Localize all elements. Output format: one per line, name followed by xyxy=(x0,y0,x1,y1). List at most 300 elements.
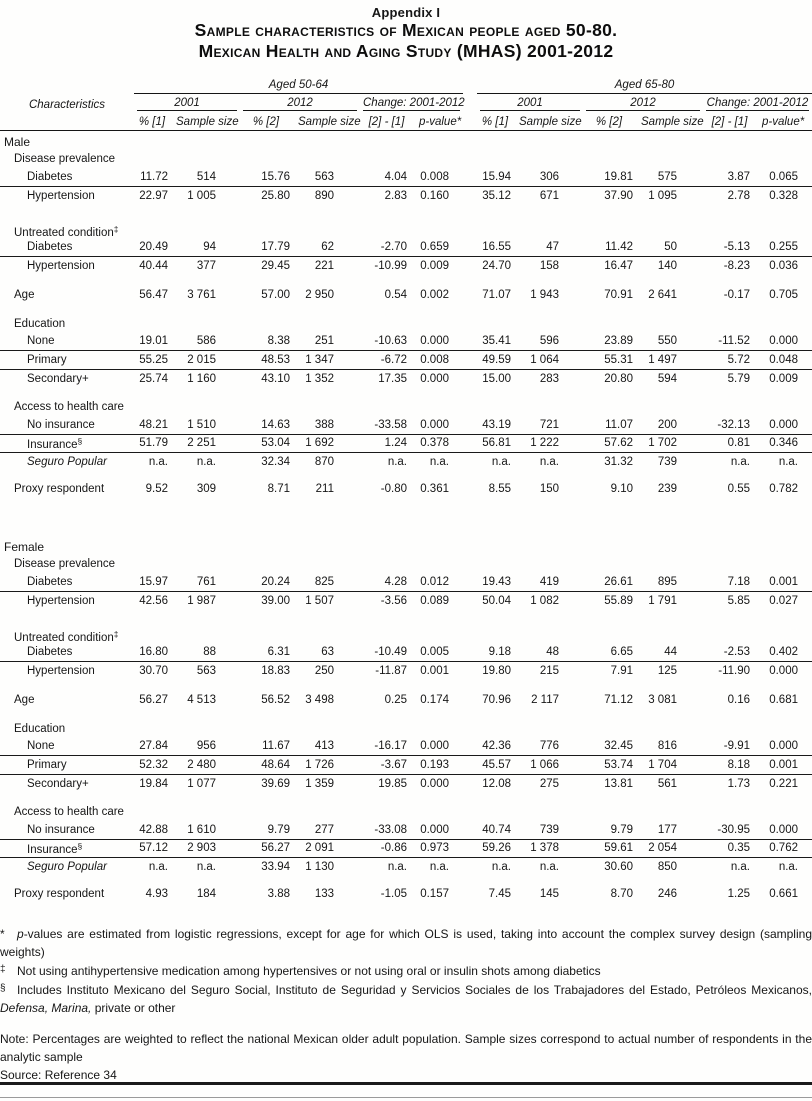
age-group-65-80-header: Aged 65-80 xyxy=(477,79,812,94)
samplesize-2001-cell: 88 xyxy=(203,645,216,658)
spacer xyxy=(0,472,812,480)
difference-cell: 2.78 xyxy=(727,189,750,202)
difference-cell: 1.25 xyxy=(727,887,750,900)
table-row xyxy=(0,286,812,305)
bottom-rule xyxy=(0,1082,812,1085)
samplesize-2012-cell: 890 xyxy=(314,189,334,202)
p-value-cell: 0.009 xyxy=(769,372,798,385)
samplesize-2012-cell: 1 497 xyxy=(648,353,677,366)
pct-2001-cell: 4.93 xyxy=(145,887,168,900)
spacer xyxy=(0,710,812,721)
pct-2001-cell: n.a. xyxy=(148,456,168,469)
pct-2012-cell: 55.31 xyxy=(604,353,633,366)
samplesize-2012-cell: 63 xyxy=(321,645,334,658)
group-heading: Untreated condition‡ xyxy=(14,224,119,239)
pct-2012-cell: 43.10 xyxy=(261,372,290,385)
row-label: Hypertension xyxy=(27,664,95,677)
samplesize-2001-cell: 1 222 xyxy=(530,437,559,450)
samplesize-2012-cell: 2 950 xyxy=(305,289,334,302)
source-line: Source: Reference 34 xyxy=(0,1068,117,1082)
samplesize-2012-cell: 2 091 xyxy=(305,842,334,855)
change-header: Change: 2001-2012 xyxy=(706,97,809,109)
difference-cell: -30.95 xyxy=(717,823,750,836)
pct-2001-cell: 11.72 xyxy=(140,170,168,183)
pct-2012-cell: 71.12 xyxy=(604,694,633,707)
footnotes xyxy=(0,925,812,1017)
difference-cell: 8.18 xyxy=(727,758,750,771)
pct-2001-cell: 48.21 xyxy=(139,418,168,431)
table-row xyxy=(0,257,812,276)
pct-2001-cell: 8.55 xyxy=(488,482,511,495)
difference-cell: -6.72 xyxy=(380,353,407,366)
row-label: No insurance xyxy=(27,823,95,836)
table-row xyxy=(0,351,812,370)
p-value-cell: n.a. xyxy=(429,861,449,874)
p-value-cell: 0.000 xyxy=(769,664,798,677)
samplesize-2001-cell: n.a. xyxy=(539,861,559,874)
difference-cell: n.a. xyxy=(387,456,407,469)
footnote-text: p xyxy=(17,927,24,941)
samplesize-2012-cell: 44 xyxy=(664,645,677,658)
p-value-cell: 0.001 xyxy=(420,664,449,677)
pct-2012-cell: 32.45 xyxy=(604,740,633,753)
p-value-cell: 0.221 xyxy=(769,777,798,790)
pct-2001-cell: 19.43 xyxy=(482,575,511,588)
pct-2012-cell: 9.79 xyxy=(267,823,290,836)
samplesize-2001-header: Sample size xyxy=(176,116,239,128)
table-note: Note: Percentages are weighted to reflect the national Mexican older adult population. Sample sizes correspond to actual number of respondents in the analytic sample xyxy=(0,1032,812,1064)
samplesize-2012-cell: 1 791 xyxy=(648,594,677,607)
samplesize-2012-cell: 1 095 xyxy=(648,189,677,202)
row-label: Proxy respondent xyxy=(14,482,105,495)
table-row xyxy=(0,370,812,389)
samplesize-2012-cell: 850 xyxy=(657,861,677,874)
p-value-cell: 0.681 xyxy=(769,694,798,707)
samplesize-2001-cell: 275 xyxy=(539,777,559,790)
p-value-cell: 0.008 xyxy=(420,170,449,183)
pct-2001-cell: 51.79 xyxy=(139,437,168,450)
table-row xyxy=(0,238,812,257)
samplesize-2001-cell: 1 064 xyxy=(530,353,559,366)
row-label: No insurance xyxy=(27,418,95,431)
appendix-label: Appendix I xyxy=(371,5,441,20)
pct-2001-cell: 15.00 xyxy=(482,372,511,385)
pct-2012-cell: 57.62 xyxy=(604,437,633,450)
samplesize-2001-cell: 1 005 xyxy=(187,189,216,202)
samplesize-2001-cell: 2 251 xyxy=(187,437,216,450)
table-row xyxy=(0,168,812,187)
samplesize-2001-cell: 596 xyxy=(539,335,559,348)
footnote-marker: ‡ xyxy=(113,629,119,639)
p-value-cell: 0.762 xyxy=(769,842,798,855)
pct-2012-cell: 9.79 xyxy=(610,823,633,836)
p-value-cell: 0.000 xyxy=(420,418,449,431)
pct-2012-cell: 20.24 xyxy=(261,575,290,588)
p-value-cell: 0.000 xyxy=(769,823,798,836)
pct-2001-cell: 19.84 xyxy=(139,777,168,790)
p-value-cell: 0.089 xyxy=(420,594,449,607)
footnote-text: Includes Instituto Mexicano del Seguro Social, Instituto de Seguridad y Servicios Sociales de los Trabajadores del Estado, Petróleos Mexicanos, xyxy=(17,983,812,997)
samplesize-2001-cell: 671 xyxy=(539,189,559,202)
samplesize-2012-cell: 133 xyxy=(314,887,334,900)
section-label-male: Male xyxy=(4,135,31,149)
samplesize-2012-cell: 1 507 xyxy=(305,594,334,607)
year-2012-header: 2012 xyxy=(243,97,357,111)
p-value-cell: 0.346 xyxy=(769,437,798,450)
row-label: Diabetes xyxy=(27,240,73,253)
samplesize-2001-cell: 1 610 xyxy=(187,823,216,836)
difference-header: [2] - [1] xyxy=(711,116,748,128)
row-label: Primary xyxy=(27,353,67,366)
difference-cell: -10.99 xyxy=(374,259,407,272)
pct-2001-cell: 9.18 xyxy=(488,645,511,658)
difference-cell: -32.13 xyxy=(717,418,750,431)
pct-2012-cell: 16.47 xyxy=(604,259,633,272)
pct-2001-cell: 57.12 xyxy=(139,842,168,855)
p-value-cell: 0.027 xyxy=(769,594,798,607)
table-row xyxy=(0,775,812,794)
samplesize-2001-cell: 761 xyxy=(196,575,216,588)
age-group-50-64-header: Aged 50-64 xyxy=(134,79,463,94)
samplesize-2001-cell: 1 943 xyxy=(530,289,559,302)
pct-2001-cell: 16.80 xyxy=(139,645,168,658)
table-row xyxy=(0,435,812,454)
pct-2001-cell: 42.88 xyxy=(139,823,168,836)
p-value-cell: 0.005 xyxy=(420,645,449,658)
group-heading: Access to health care xyxy=(14,401,124,413)
difference-cell: -0.17 xyxy=(723,289,750,302)
row-label: Primary xyxy=(27,758,67,771)
pct-2001-cell: 40.74 xyxy=(482,823,511,836)
samplesize-2001-cell: 776 xyxy=(539,740,559,753)
p-value-cell: 0.193 xyxy=(420,758,449,771)
samplesize-2012-cell: 825 xyxy=(314,575,334,588)
samplesize-2012-cell: 1 359 xyxy=(305,777,334,790)
samplesize-2012-cell: 277 xyxy=(314,823,334,836)
p-value-cell: 0.001 xyxy=(769,758,798,771)
pct-2012-cell: 26.61 xyxy=(604,575,633,588)
samplesize-2001-cell: 158 xyxy=(539,259,559,272)
samplesize-2001-cell: 3 761 xyxy=(187,289,216,302)
section-label-female: Female xyxy=(4,540,45,554)
pct-2012-cell: 20.80 xyxy=(604,372,633,385)
table-row xyxy=(0,691,812,710)
pct-2001-cell: n.a. xyxy=(148,861,168,874)
samplesize-2001-cell: 1 077 xyxy=(187,777,216,790)
row-label: Insurance§ xyxy=(27,435,83,451)
difference-cell: 19.85 xyxy=(378,777,407,790)
p-value-cell: 0.036 xyxy=(769,259,798,272)
samplesize-2012-cell: 1 702 xyxy=(648,437,677,450)
pct-2012-cell: 39.00 xyxy=(261,594,290,607)
spacer xyxy=(0,680,812,691)
samplesize-2001-cell: n.a. xyxy=(196,456,216,469)
difference-cell: -2.53 xyxy=(723,645,750,658)
table-row xyxy=(0,573,812,592)
pct-2012-cell: 56.27 xyxy=(261,842,290,855)
samplesize-2012-cell: 177 xyxy=(657,823,677,836)
row-label: Hypertension xyxy=(27,594,95,607)
pct-2001-cell: 42.56 xyxy=(139,594,168,607)
samplesize-2001-cell: 309 xyxy=(196,482,216,495)
samplesize-2001-cell: 1 160 xyxy=(187,372,216,385)
spacer xyxy=(0,610,812,626)
difference-cell: 0.35 xyxy=(727,842,750,855)
group-heading: Access to health care xyxy=(14,806,124,818)
samplesize-2001-cell: 2 117 xyxy=(531,694,559,707)
footnote-text: -values are estimated from logistic regressions, except for age for which OLS is used, taking into account the complex survey design (sampling weights) xyxy=(0,927,812,959)
pct-2001-cell: 55.25 xyxy=(139,353,168,366)
pct-2001-cell: 19.80 xyxy=(482,664,511,677)
spacer xyxy=(0,498,812,539)
difference-cell: -10.63 xyxy=(374,335,407,348)
table-body xyxy=(0,134,812,903)
samplesize-2001-cell: 563 xyxy=(196,664,216,677)
table-row xyxy=(0,333,812,352)
difference-cell: 0.25 xyxy=(384,694,407,707)
pct-2012-cell: 55.89 xyxy=(604,594,633,607)
spacer xyxy=(0,275,812,286)
year-2001-header: 2001 xyxy=(137,97,237,111)
p-value-cell: 0.000 xyxy=(420,740,449,753)
pct-2012-header: % [2] xyxy=(252,116,280,128)
samplesize-2001-cell: 1 066 xyxy=(530,758,559,771)
samplesize-2012-cell: 50 xyxy=(664,240,677,253)
samplesize-2012-cell: 563 xyxy=(314,170,334,183)
samplesize-2012-cell: 1 704 xyxy=(648,758,677,771)
row-label: Diabetes xyxy=(27,645,73,658)
p-value-cell: 0.361 xyxy=(420,482,449,495)
pct-2012-cell: 17.79 xyxy=(261,240,290,253)
row-label: Seguro Popular xyxy=(27,456,107,469)
samplesize-2012-cell: 2 054 xyxy=(648,842,677,855)
pct-2012-cell: 19.81 xyxy=(604,170,633,183)
samplesize-2012-cell: 575 xyxy=(657,170,677,183)
samplesize-2001-cell: n.a. xyxy=(539,456,559,469)
samplesize-2001-cell: 215 xyxy=(539,664,559,677)
difference-cell: -16.17 xyxy=(374,740,407,753)
samplesize-2001-cell: 419 xyxy=(539,575,559,588)
footnote xyxy=(0,980,812,1017)
samplesize-2012-cell: 62 xyxy=(321,240,334,253)
pct-2012-cell: 57.00 xyxy=(261,289,290,302)
pct-2012-cell: 33.94 xyxy=(261,861,290,874)
p-value-cell: 0.378 xyxy=(420,437,449,450)
row-label: Secondary+ xyxy=(27,372,89,385)
samplesize-2001-cell: 2 903 xyxy=(187,842,216,855)
pct-2012-cell: 8.71 xyxy=(267,482,290,495)
samplesize-2012-cell: 816 xyxy=(657,740,677,753)
difference-cell: -9.91 xyxy=(723,740,750,753)
difference-cell: -8.23 xyxy=(723,259,750,272)
pct-2012-cell: 31.32 xyxy=(604,456,633,469)
p-value-cell: 0.000 xyxy=(420,335,449,348)
pct-2001-cell: 43.19 xyxy=(482,418,511,431)
pct-2012-cell: 6.65 xyxy=(610,645,633,658)
pct-2001-cell: n.a. xyxy=(491,861,511,874)
pct-2012-cell: 29.45 xyxy=(261,259,290,272)
characteristics-header: Characteristics xyxy=(28,99,106,111)
samplesize-2012-cell: 140 xyxy=(657,259,677,272)
year-2012-header: 2012 xyxy=(586,97,700,111)
p-value-cell: 0.000 xyxy=(420,823,449,836)
samplesize-2012-cell: 251 xyxy=(314,335,334,348)
p-value-cell: n.a. xyxy=(778,456,798,469)
pct-2012-cell: 14.63 xyxy=(261,418,290,431)
samplesize-2012-cell: 125 xyxy=(657,664,677,677)
footnote-text: private or other xyxy=(91,1001,176,1015)
table-row xyxy=(0,480,812,499)
group-heading: Untreated condition‡ xyxy=(14,629,119,644)
row-label: None xyxy=(27,335,55,348)
pct-2012-cell: 7.91 xyxy=(610,664,633,677)
pct-2012-cell: 23.89 xyxy=(604,335,633,348)
row-label: Diabetes xyxy=(27,170,73,183)
table-row xyxy=(0,416,812,435)
pct-2001-header: % [1] xyxy=(138,116,166,128)
pct-2001-cell: 52.32 xyxy=(139,758,168,771)
row-label: None xyxy=(27,740,55,753)
difference-cell: -0.86 xyxy=(380,842,407,855)
samplesize-2012-cell: 561 xyxy=(657,777,677,790)
samplesize-2001-cell: 145 xyxy=(539,887,559,900)
samplesize-2012-cell: 895 xyxy=(657,575,677,588)
pct-2012-cell: 30.60 xyxy=(604,861,633,874)
p-value-cell: 0.001 xyxy=(769,575,798,588)
footnote-text: Not using antihypertensive medication among hypertensives or not using oral or insulin shots among diabetics xyxy=(17,964,601,978)
samplesize-2001-cell: 1 082 xyxy=(530,594,559,607)
column-subheader-row xyxy=(0,111,812,128)
pct-2012-cell: 70.91 xyxy=(604,289,633,302)
pct-2012-cell: 8.38 xyxy=(267,335,290,348)
difference-cell: 0.81 xyxy=(727,437,750,450)
samplesize-2001-cell: 1 510 xyxy=(187,418,216,431)
pct-2001-cell: 16.55 xyxy=(482,240,511,253)
samplesize-2001-cell: 377 xyxy=(196,259,216,272)
pct-2001-cell: 30.70 xyxy=(139,664,168,677)
difference-cell: -11.90 xyxy=(718,664,750,677)
table-row xyxy=(0,453,812,472)
pct-2001-cell: 35.12 xyxy=(482,189,511,202)
pct-2001-cell: 15.97 xyxy=(139,575,168,588)
samplesize-2012-header: Sample size xyxy=(641,116,704,128)
row-label: Age xyxy=(14,694,35,707)
group-heading: Disease prevalence xyxy=(14,153,116,165)
pct-2001-cell: 35.41 xyxy=(482,335,511,348)
year-header-row xyxy=(0,94,812,111)
difference-cell: -11.87 xyxy=(375,664,407,677)
p-value-cell: 0.174 xyxy=(420,694,449,707)
age-group-header-row xyxy=(0,77,812,94)
p-value-cell: n.a. xyxy=(778,861,798,874)
difference-cell: -0.80 xyxy=(380,482,407,495)
pct-2001-cell: 59.26 xyxy=(482,842,511,855)
table-header xyxy=(0,77,812,131)
group-heading: Disease prevalence xyxy=(14,558,116,570)
samplesize-2012-cell: 211 xyxy=(315,482,334,495)
row-label: Diabetes xyxy=(27,575,73,588)
pct-2001-cell: 27.84 xyxy=(139,740,168,753)
p-value-cell: 0.255 xyxy=(769,240,798,253)
row-label: Insurance§ xyxy=(27,840,83,856)
pct-2012-cell: 37.90 xyxy=(604,189,633,202)
pct-2001-cell: 9.52 xyxy=(145,482,168,495)
year-2001-header: 2001 xyxy=(480,97,580,111)
footnote-marker: * xyxy=(0,927,5,941)
table-row xyxy=(0,756,812,775)
samplesize-2012-cell: 2 641 xyxy=(648,289,677,302)
samplesize-2001-cell: 94 xyxy=(203,240,216,253)
samplesize-2012-cell: 1 352 xyxy=(305,372,334,385)
pct-2012-cell: 11.07 xyxy=(605,418,633,431)
samplesize-2001-cell: 2 480 xyxy=(187,758,216,771)
samplesize-2012-cell: 413 xyxy=(314,740,334,753)
row-label: Age xyxy=(14,289,35,302)
pct-2001-cell: 15.94 xyxy=(482,170,511,183)
samplesize-2012-cell: 1 692 xyxy=(305,437,334,450)
change-header: Change: 2001-2012 xyxy=(363,97,465,109)
pct-2001-cell: 24.70 xyxy=(482,259,511,272)
group-heading: Education xyxy=(14,722,66,735)
samplesize-2012-cell: 250 xyxy=(314,664,334,677)
difference-cell: 2.83 xyxy=(384,189,407,202)
samplesize-2012-cell: 388 xyxy=(314,418,334,431)
pct-2012-cell: 56.52 xyxy=(261,694,290,707)
pct-2012-cell: 48.64 xyxy=(261,758,290,771)
samplesize-2001-cell: 283 xyxy=(539,372,559,385)
p-value-cell: 0.048 xyxy=(769,353,798,366)
samplesize-2012-cell: 200 xyxy=(657,418,677,431)
samplesize-2012-cell: 550 xyxy=(657,335,677,348)
difference-cell: 1.73 xyxy=(727,777,750,790)
samplesize-2001-header: Sample size xyxy=(519,116,582,128)
spacer xyxy=(0,305,812,316)
pct-2001-cell: 56.27 xyxy=(139,694,168,707)
difference-cell: -33.08 xyxy=(374,823,407,836)
p-value-cell: 0.000 xyxy=(420,372,449,385)
footnote-marker: ‡ xyxy=(0,964,6,975)
spacer xyxy=(0,388,812,399)
pct-2001-cell: 56.81 xyxy=(482,437,511,450)
table-row xyxy=(0,885,812,904)
p-value-cell: 0.000 xyxy=(769,418,798,431)
pct-2001-cell: 7.45 xyxy=(488,887,511,900)
pct-2012-cell: 11.42 xyxy=(605,240,633,253)
samplesize-2012-cell: 739 xyxy=(657,456,677,469)
pct-2012-cell: 59.61 xyxy=(604,842,633,855)
samplesize-2001-cell: 150 xyxy=(539,482,559,495)
footnote-marker: § xyxy=(77,435,83,446)
pct-2012-cell: 15.76 xyxy=(261,170,290,183)
row-label: Seguro Popular xyxy=(27,861,107,874)
pct-2012-cell: 9.10 xyxy=(610,482,633,495)
pct-2012-cell: 13.81 xyxy=(604,777,633,790)
pct-2001-cell: 49.59 xyxy=(482,353,511,366)
difference-cell: 3.87 xyxy=(727,170,750,183)
pct-2001-cell: 40.44 xyxy=(139,259,168,272)
pct-2001-cell: 50.04 xyxy=(482,594,511,607)
difference-cell: 0.54 xyxy=(384,289,407,302)
p-value-cell: 0.002 xyxy=(420,289,449,302)
pct-2012-cell: 6.31 xyxy=(267,645,290,658)
table-row xyxy=(0,662,812,681)
samplesize-2001-cell: 1 987 xyxy=(187,594,216,607)
p-value-cell: 0.661 xyxy=(769,887,798,900)
difference-cell: n.a. xyxy=(730,456,750,469)
difference-cell: n.a. xyxy=(387,861,407,874)
pct-2012-cell: 11.67 xyxy=(262,740,290,753)
difference-cell: 5.72 xyxy=(727,353,750,366)
